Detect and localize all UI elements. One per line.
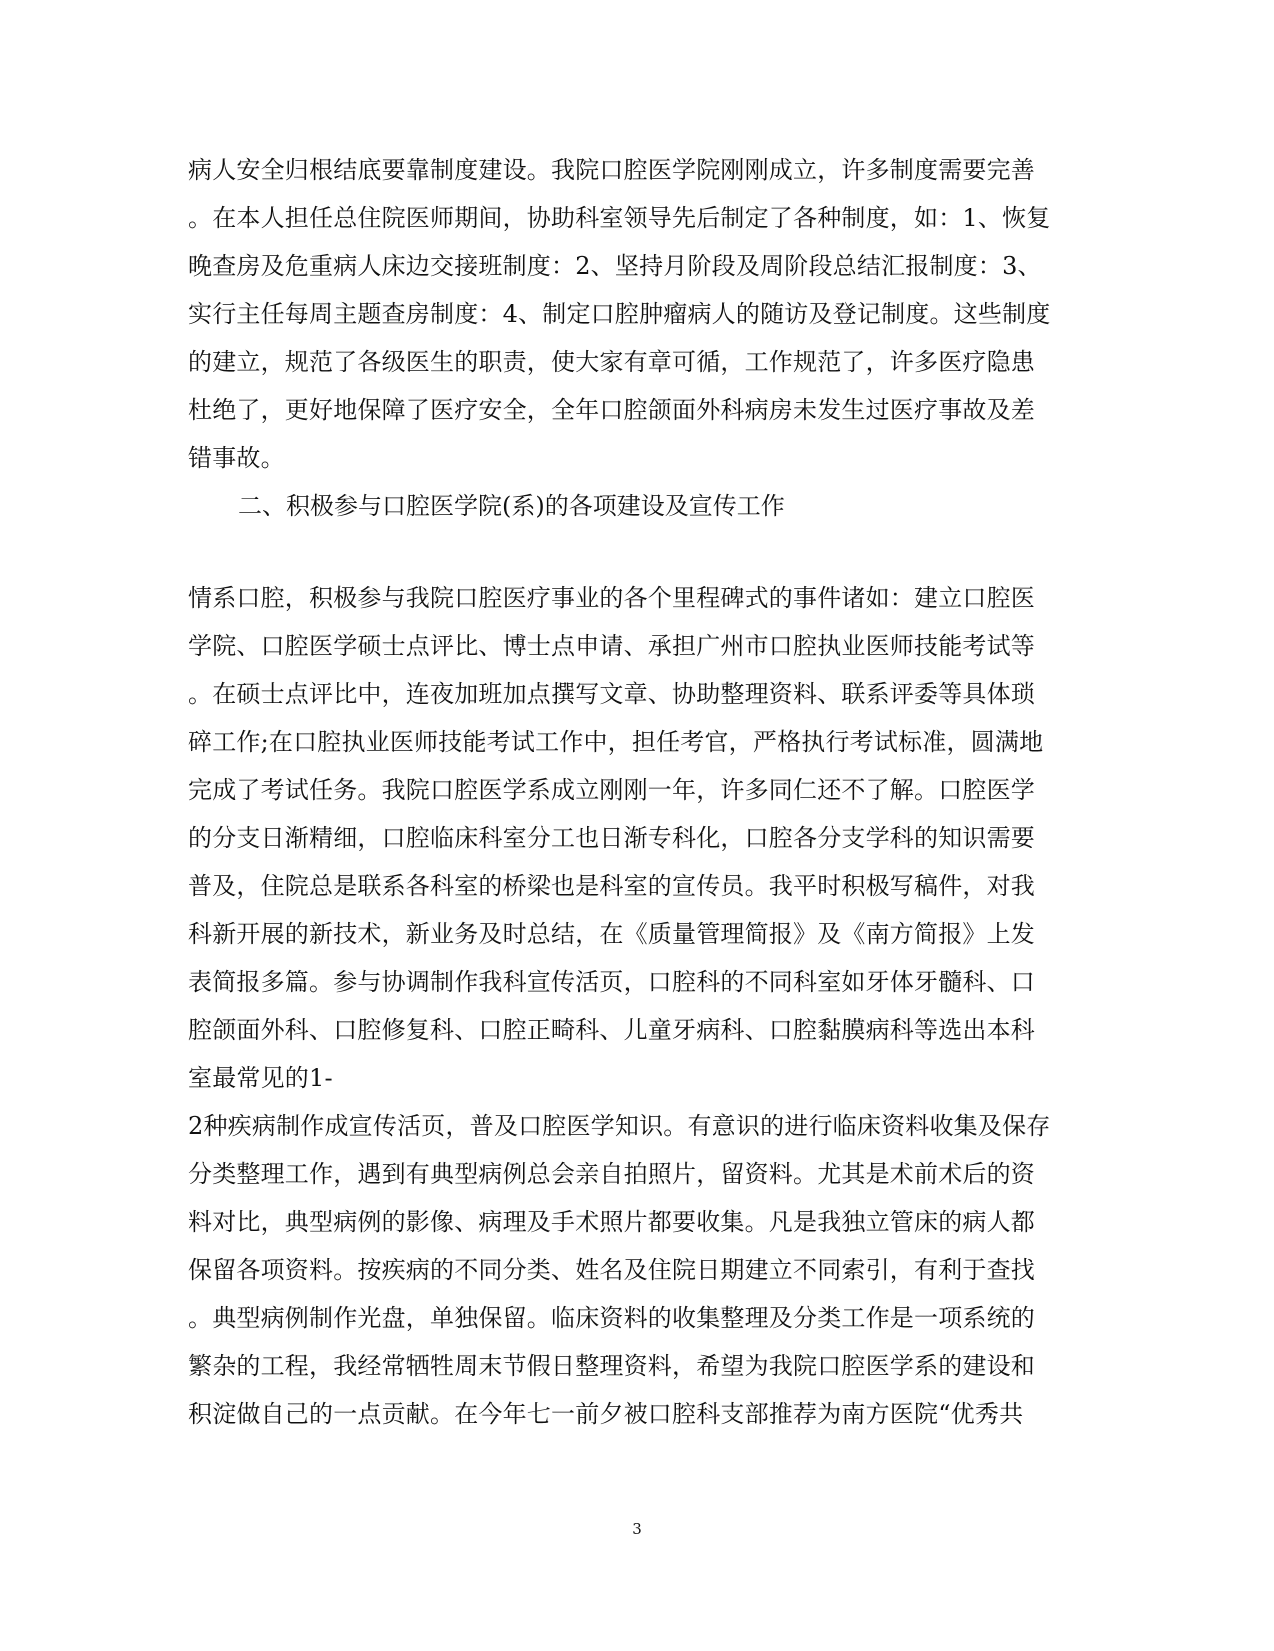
section-heading: 二、积极参与口腔医学院(系)的各项建设及宣传工作 xyxy=(238,492,785,520)
paragraph-2-line-14: 料对比，典型病例的影像、病理及手术照片都要收集。凡是我独立管床的病人都 xyxy=(188,1208,1035,1236)
paragraph-2-line-3: 。在硕士点评比中，连夜加班加点撰写文章、协助整理资料、联系评委等具体琐 xyxy=(188,680,1035,708)
paragraph-1-line-2: 。在本人担任总住院医师期间，协助科室领导先后制定了各种制度，如：1、恢复 xyxy=(188,204,1051,232)
paragraph-1-line-7: 错事故。 xyxy=(188,444,285,472)
paragraph-1-line-5: 的建立，规范了各级医生的职责，使大家有章可循，工作规范了，许多医疗隐患 xyxy=(188,348,1035,376)
paragraph-2-line-13: 分类整理工作，遇到有典型病例总会亲自拍照片，留资料。尤其是术前术后的资 xyxy=(188,1160,1035,1188)
paragraph-2-line-7: 普及，住院总是联系各科室的桥梁也是科室的宣传员。我平时积极写稿件，对我 xyxy=(188,872,1035,900)
paragraph-2-line-8: 科新开展的新技术，新业务及时总结，在《质量管理简报》及《南方简报》上发 xyxy=(188,920,1035,948)
paragraph-2-line-11: 室最常见的1- xyxy=(188,1064,333,1092)
paragraph-2-line-9: 表简报多篇。参与协调制作我科宣传活页，口腔科的不同科室如牙体牙髓科、口 xyxy=(188,968,1035,996)
paragraph-1-line-1: 病人安全归根结底要靠制度建设。我院口腔医学院刚刚成立，许多制度需要完善 xyxy=(188,156,1035,184)
page-number: 3 xyxy=(632,1520,642,1538)
paragraph-2-line-17: 繁杂的工程，我经常牺牲周末节假日整理资料，希望为我院口腔医学系的建设和 xyxy=(188,1352,1035,1380)
paragraph-1-line-3: 晚查房及危重病人床边交接班制度：2、坚持月阶段及周阶段总结汇报制度：3、 xyxy=(188,252,1042,280)
paragraph-2-line-16: 。典型病例制作光盘，单独保留。临床资料的收集整理及分类工作是一项系统的 xyxy=(188,1304,1035,1332)
paragraph-2-line-15: 保留各项资料。按疾病的不同分类、姓名及住院日期建立不同索引，有利于查找 xyxy=(188,1256,1035,1284)
paragraph-2-line-6: 的分支日渐精细，口腔临床科室分工也日渐专科化，口腔各分支学科的知识需要 xyxy=(188,824,1035,852)
paragraph-2-line-2: 学院、口腔医学硕士点评比、博士点申请、承担广州市口腔执业医师技能考试等 xyxy=(188,632,1035,660)
paragraph-2-line-10: 腔颌面外科、口腔修复科、口腔正畸科、儿童牙病科、口腔黏膜病科等选出本科 xyxy=(188,1016,1035,1044)
paragraph-2-line-4: 碎工作;在口腔执业医师技能考试工作中，担任考官，严格执行考试标准，圆满地 xyxy=(188,728,1044,756)
paragraph-2-line-12: 2种疾病制作成宣传活页，普及口腔医学知识。有意识的进行临床资料收集及保存 xyxy=(188,1112,1051,1140)
paragraph-2-line-5: 完成了考试任务。我院口腔医学系成立刚刚一年，许多同仁还不了解。口腔医学 xyxy=(188,776,1035,804)
paragraph-2-line-1: 情系口腔，积极参与我院口腔医疗事业的各个里程碑式的事件诸如：建立口腔医 xyxy=(188,584,1035,612)
paragraph-1-line-4: 实行主任每周主题查房制度：4、制定口腔肿瘤病人的随访及登记制度。这些制度 xyxy=(188,300,1051,328)
paragraph-2-line-18: 积淀做自己的一点贡献。在今年七一前夕被口腔科支部推荐为南方医院“优秀共 xyxy=(188,1400,1024,1428)
paragraph-1-line-6: 杜绝了，更好地保障了医疗安全，全年口腔颌面外科病房未发生过医疗事故及差 xyxy=(188,396,1035,424)
